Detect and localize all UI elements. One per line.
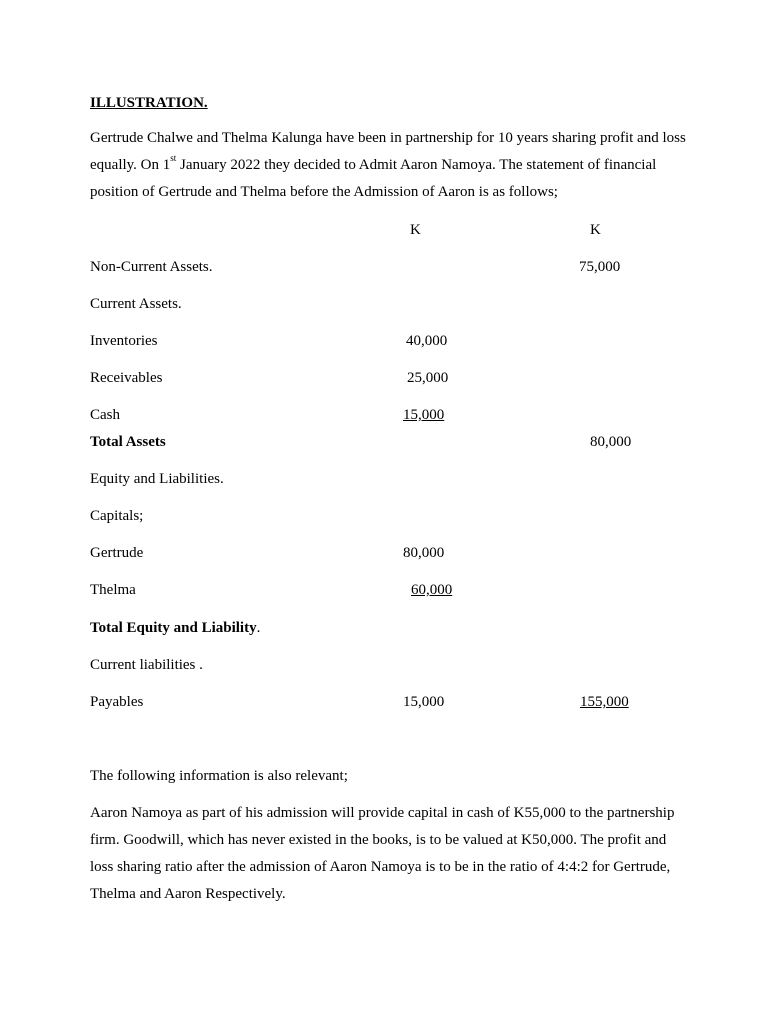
row-value-inventories: 40,000 xyxy=(406,333,448,349)
intro-text-2: January 2022 they decided to Admit Aaron Namoya. The statement of financial position of Gertrude and Thelma before the Admission of Aaron is as follows; xyxy=(90,157,657,200)
row-label-current-liabilities: Current liabilities . xyxy=(90,657,203,673)
intro-paragraph xyxy=(90,125,690,206)
row-label-capitals: Capitals; xyxy=(90,508,144,524)
intro-superscript: st xyxy=(170,153,177,163)
column-header-k1: K xyxy=(410,222,421,238)
intro-text-1: Gertrude Chalwe and Thelma Kalunga have been in partnership for 10 years sharing profit and loss equally. On 1 xyxy=(90,130,686,173)
row-label-thelma: Thelma xyxy=(90,582,136,598)
row-label-equity-liabilities: Equity and Liabilities. xyxy=(90,471,224,487)
row-value-payables-total: 155,000 xyxy=(580,694,629,710)
column-header-k2: K xyxy=(590,222,601,238)
relevant-paragraph: Aaron Namoya as part of his admission will provide capital in cash of K55,000 to the partnership firm. Goodwill, which has never existed in the books, is to be valued at K50,000. The profit and loss sharing ratio after the admission of Aaron Namoya is to be in the ratio of 4:4:2 for Gertrude, Thelma and Aaron Respectively. xyxy=(90,805,675,902)
row-label-non-current-assets: Non-Current Assets. xyxy=(90,259,213,275)
total-equity-period: . xyxy=(256,620,261,636)
row-value-payables: 15,000 xyxy=(403,694,445,710)
total-equity-text: Total Equity and Liability xyxy=(90,620,257,636)
row-value-total-assets: 80,000 xyxy=(590,434,632,450)
relevant-intro: The following information is also relevant; xyxy=(90,768,348,784)
row-label-inventories: Inventories xyxy=(90,333,158,349)
row-value-cash: 15,000 xyxy=(403,407,445,423)
row-label-gertrude: Gertrude xyxy=(90,545,144,561)
row-label-current-assets: Current Assets. xyxy=(90,296,182,312)
row-value-receivables: 25,000 xyxy=(407,370,449,386)
row-label-payables: Payables xyxy=(90,694,144,710)
row-value-non-current-assets: 75,000 xyxy=(579,259,621,275)
row-label-total-assets: Total Assets xyxy=(90,434,166,450)
row-label-receivables: Receivables xyxy=(90,370,163,386)
row-label-total-equity xyxy=(90,619,260,637)
page-heading: ILLUSTRATION. xyxy=(90,95,208,111)
row-value-gertrude: 80,000 xyxy=(403,545,445,561)
row-value-thelma: 60,000 xyxy=(411,582,453,598)
row-label-cash: Cash xyxy=(90,407,120,423)
